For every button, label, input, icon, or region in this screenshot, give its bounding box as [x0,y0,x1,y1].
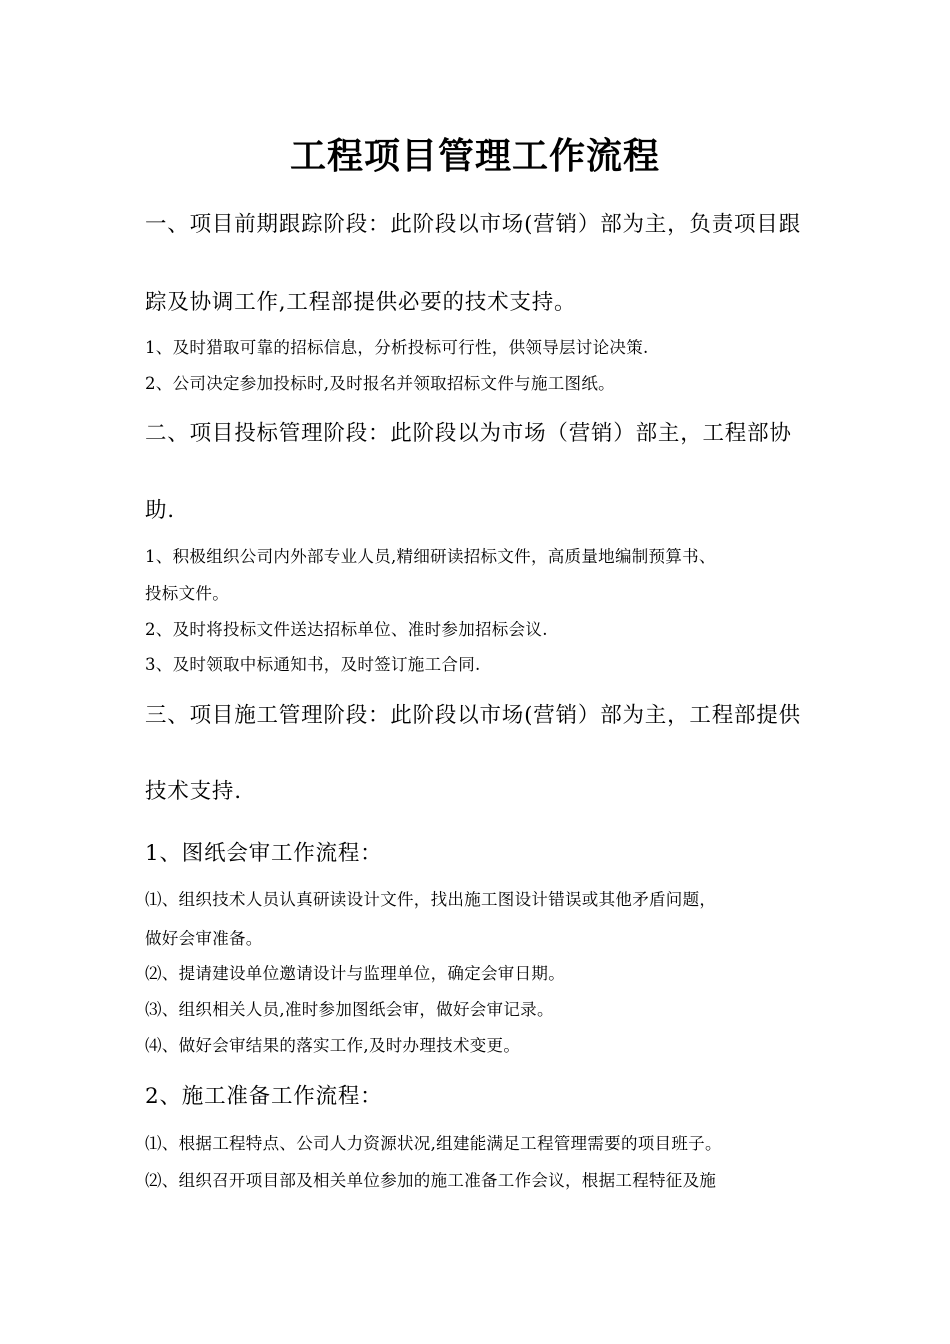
subsection-1-item-1-line-1: ⑴、组织技术人员认真研读设计文件，找出施工图设计错误或其他矛盾问题， [145,890,717,909]
subsection-1-item-2: ⑵、提请建设单位邀请设计与监理单位，确定会审日期。 [145,964,565,983]
section-1-item-2: 2、公司决定参加投标时,及时报名并领取招标文件与施工图纸。 [145,374,615,393]
section-2-item-2: 2、及时将投标文件送达招标单位、准时参加招标会议. [145,620,548,639]
section-2-item-1-line-1: 1、积极组织公司内外部专业人员,精细研读招标文件，高质量地编制预算书、 [145,547,716,566]
subsection-1-item-1-line-2: 做好会审准备。 [145,929,263,948]
section-1-heading-line-2: 踪及协调工作,工程部提供必要的技术支持。 [145,290,577,315]
subsection-2-heading: 2、施工准备工作流程： [145,1084,383,1109]
section-3-heading-line-2: 技术支持. [145,779,242,804]
section-3-heading-line-1: 三、项目施工管理阶段：此阶段以市场(营销）部为主，工程部提供 [145,703,801,728]
page-title: 工程项目管理工作流程 [289,136,660,177]
subsection-1-item-4: ⑷、做好会审结果的落实工作,及时办理技术变更。 [145,1036,521,1055]
section-2-item-1-line-2: 投标文件。 [145,584,229,603]
subsection-2-item-1: ⑴、根据工程特点、公司人力资源状况,组建能满足工程管理需要的项目班子。 [145,1134,722,1153]
section-2-item-3: 3、及时领取中标通知书，及时签订施工合同. [145,655,481,674]
subsection-2-item-2: ⑵、组织召开项目部及相关单位参加的施工准备工作会议，根据工程特征及施 [145,1171,717,1190]
subsection-1-heading: 1、图纸会审工作流程： [145,841,383,866]
section-2-heading-line-1: 二、项目投标管理阶段：此阶段以为市场（营销）部主，工程部协 [145,421,792,446]
section-2-heading-line-2: 助. [145,498,175,523]
section-1-item-1: 1、及时猎取可靠的招标信息，分析投标可行性，供领导层讨论决策. [145,338,649,357]
subsection-1-item-3: ⑶、组织相关人员,准时参加图纸会审，做好会审记录。 [145,1000,554,1019]
section-1-heading-line-1: 一、项目前期跟踪阶段：此阶段以市场(营销）部为主，负责项目跟 [145,212,801,237]
